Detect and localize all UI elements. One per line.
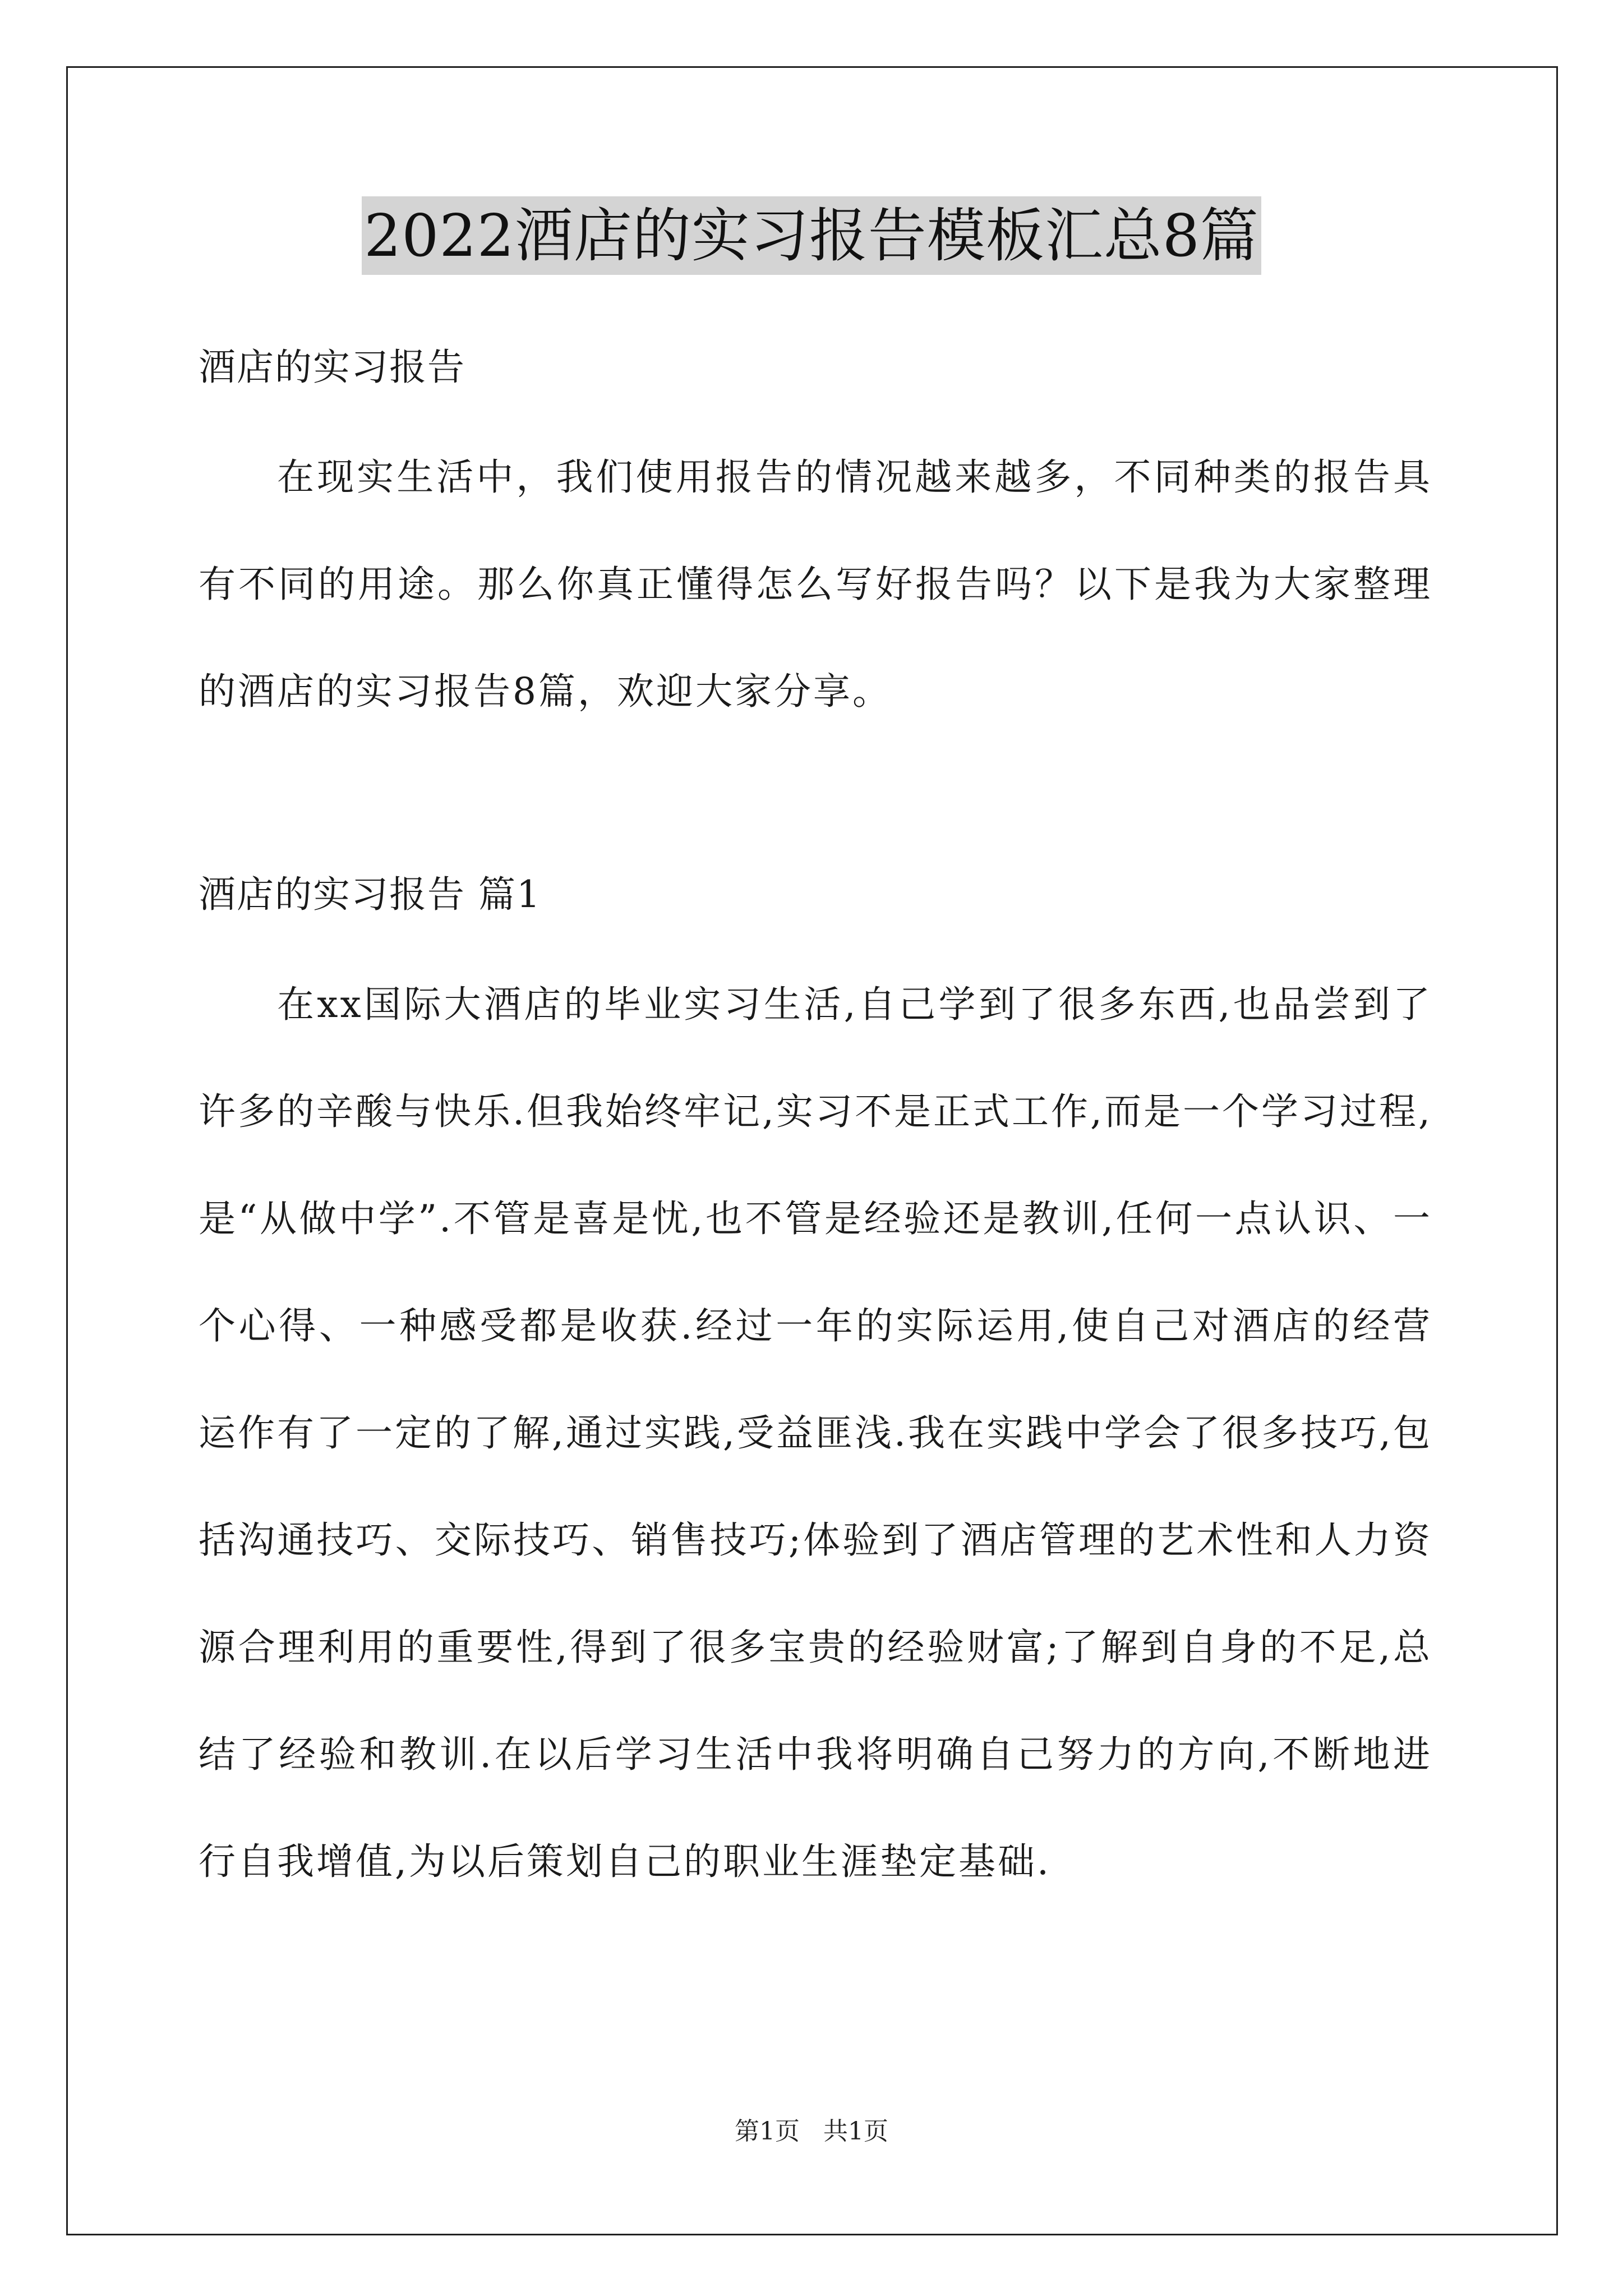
- document-body: [199, 342, 1432, 1915]
- section-1-paragraph: 在xx国际大酒店的毕业实习生活,自己学到了很多东西,也品尝到了许多的辛酸与快乐.但我始终牢记,实习不是正式工作,而是一个学习过程,是“从做中学”.不管是喜是忧,也不管是经验还是教训,任何一点认识、一个心得、一种感受都是收获.经过一年的实际运用,使自己对酒店的经营运作有了一定的了解,通过实践,受益匪浅.我在实践中学会了很多技巧,包括沟通技巧、交际技巧、销售技巧;体验到了酒店管理的艺术性和人力资源合理利用的重要性,得到了很多宝贵的经验财富;了解到自身的不足,总结了经验和教训.在以后学习生活中我将明确自己努力的方向,不断地进行自我增值,为以后策划自己的职业生涯垫定基础.: [199, 983, 1432, 1883]
- intro-heading: 酒店的实习报告: [199, 346, 465, 389]
- document-title: 2022酒店的实习报告模板汇总8篇: [362, 196, 1261, 275]
- title-wrapper: [0, 196, 1623, 275]
- page-footer: 第1页 共1页: [735, 2117, 888, 2146]
- section-1-heading: 酒店的实习报告 篇1: [199, 873, 541, 916]
- intro-paragraph: 在现实生活中，我们使用报告的情况越来越多，不同种类的报告具有不同的用途。那么你真正懂得怎么写好报告吗？以下是我为大家整理的酒店的实习报告8篇，欢迎大家分享。: [199, 455, 1432, 713]
